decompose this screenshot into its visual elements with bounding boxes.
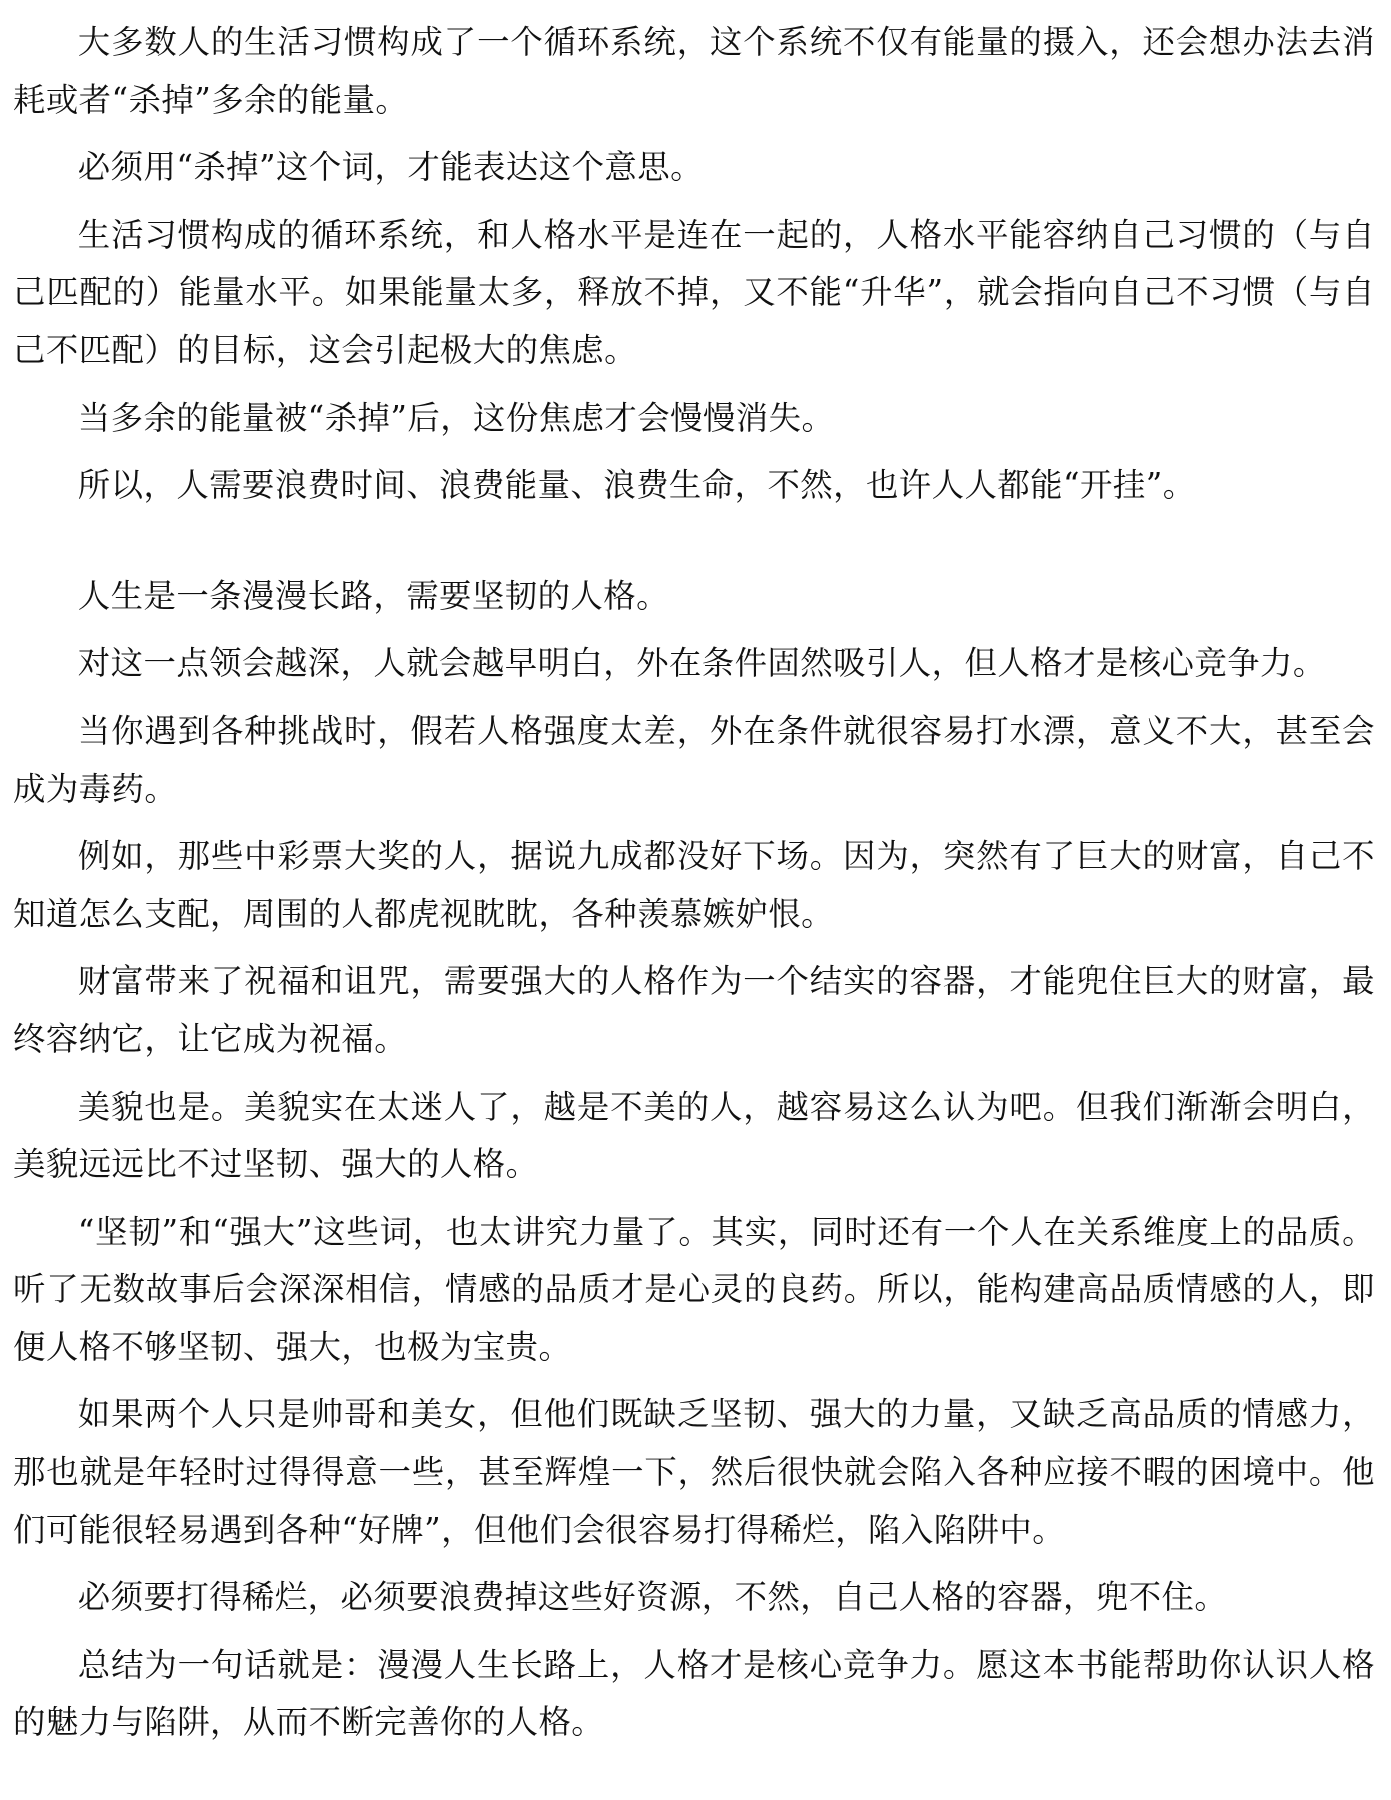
paragraph-12: “坚韧”和“强大”这些词，也太讲究力量了。其实，同时还有一个人在关系维度上的品质。听了无数故事后会深深相信，情感的品质才是心灵的良药。所以，能构建高品质情感的人，即便人格不够坚韧、强大，也极为宝贵。	[13, 1212, 1375, 1366]
paragraph-3: 生活习惯构成的循环系统，和人格水平是连在一起的，人格水平能容纳自己习惯的（与自己匹配的）能量水平。如果能量太多，释放不掉，又不能“升华”，就会指向自己不习惯（与自己不匹配）的目标，这会引起极大的焦虑。	[13, 215, 1375, 369]
paragraph-9: 例如，那些中彩票大奖的人，据说九成都没好下场。因为，突然有了巨大的财富，自己不知道怎么支配，周围的人都虎视眈眈，各种羡慕嫉妒恨。	[13, 837, 1375, 933]
paragraph-4: 当多余的能量被“杀掉”后，这份焦虑才会慢慢消失。	[77, 398, 835, 437]
paragraph-13: 如果两个人只是帅哥和美女，但他们既缺乏坚韧、强大的力量，又缺乏高品质的情感力，那也就是年轻时过得得意一些，甚至辉煌一下，然后很快就会陷入各种应接不暇的困境中。他们可能很轻易遇到各种“好牌”，但他们会很容易打得稀烂，陷入陷阱中。	[13, 1395, 1375, 1549]
paragraph-1: 大多数人的生活习惯构成了一个循环系统，这个系统不仅有能量的摄入，还会想办法去消耗或者“杀掉”多余的能量。	[13, 23, 1375, 119]
paragraph-10: 财富带来了祝福和诅咒，需要强大的人格作为一个结实的容器，才能兜住巨大的财富，最终容纳它，让它成为祝福。	[13, 962, 1375, 1058]
paragraph-14: 必须要打得稀烂，必须要浪费掉这些好资源，不然，自己人格的容器，兜不住。	[77, 1578, 1228, 1617]
paragraph-5: 所以，人需要浪费时间、浪费能量、浪费生命，不然，也许人人都能“开挂”。	[77, 466, 1196, 505]
paragraph-15: 总结为一句话就是：漫漫人生长路上，人格才是核心竞争力。愿这本书能帮助你认识人格的魅力与陷阱，从而不断完善你的人格。	[13, 1645, 1375, 1742]
paragraph-8: 当你遇到各种挑战时，假若人格强度太差，外在条件就很容易打水漂，意义不大，甚至会成为毒药。	[13, 711, 1375, 808]
paragraph-2: 必须用“杀掉”这个词，才能表达这个意思。	[77, 148, 703, 187]
paragraph-7: 对这一点领会越深，人就会越早明白，外在条件固然吸引人，但人格才是核心竞争力。	[77, 644, 1326, 683]
paragraph-6: 人生是一条漫漫长路，需要坚韧的人格。	[77, 576, 669, 615]
paragraph-11: 美貌也是。美貌实在太迷人了，越是不美的人，越容易这么认为吧。但我们渐渐会明白，美貌远远比不过坚韧、强大的人格。	[13, 1087, 1375, 1184]
body-text	[13, 14, 1375, 1762]
